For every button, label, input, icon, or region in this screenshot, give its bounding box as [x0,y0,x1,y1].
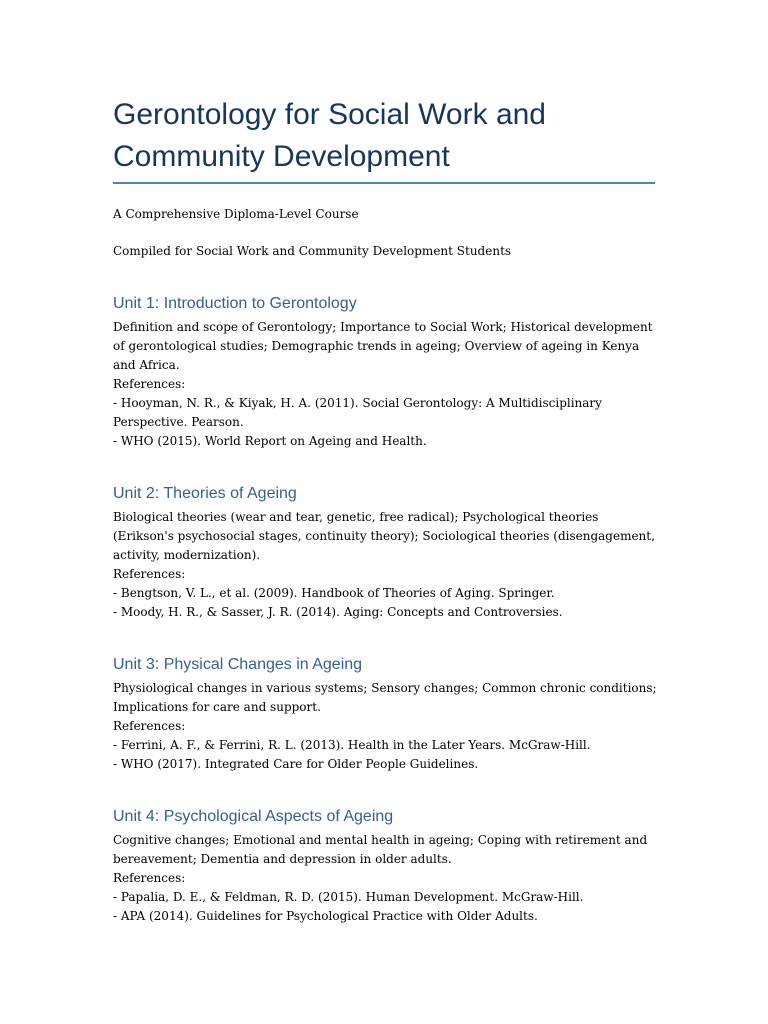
unit-3-description: Physiological changes in various systems; Sensory changes; Common chronic conditions; Implications for care and support. [113,681,657,714]
unit-4-section [113,807,658,926]
unit-2-heading: Unit 2: Theories of Ageing [113,485,297,502]
unit-1-body [113,318,658,451]
unit-2-reference-1: - Bengtson, V. L., et al. (2009). Handbook of Theories of Aging. Springer. [113,586,555,600]
unit-1-section [113,294,658,451]
unit-1-reference-2: - WHO (2015). World Report on Ageing and Health. [113,434,427,448]
unit-4-body [113,831,658,926]
unit-2-section [113,484,658,622]
unit-1-references-label: References: [113,377,186,391]
unit-2-references-label: References: [113,567,186,581]
course-subtitle: A Comprehensive Diploma-Level Course [113,207,359,221]
unit-4-references-label: References: [113,871,186,885]
document-title: Gerontology for Social Work and Community Development [113,98,546,173]
unit-2-body [113,508,658,622]
unit-2-reference-2: - Moody, H. R., & Sasser, J. R. (2014). Aging: Concepts and Controversies. [113,605,563,619]
unit-1-reference-1: - Hooyman, N. R., & Kiyak, H. A. (2011). Social Gerontology: A Multidisciplinary Perspective. Pearson. [113,396,602,429]
unit-1-description: Definition and scope of Gerontology; Importance to Social Work; Historical development of gerontological studies; Demographic trends in ageing; Overview of ageing in Kenya and Africa. [113,320,653,372]
unit-3-section [113,655,658,774]
unit-1-heading: Unit 1: Introduction to Gerontology [113,295,357,312]
title-underline [113,182,655,184]
unit-3-reference-1: - Ferrini, A. F., & Ferrini, R. L. (2013). Health in the Later Years. McGraw-Hill. [113,738,591,752]
unit-3-heading: Unit 3: Physical Changes in Ageing [113,656,363,673]
compiled-for-line: Compiled for Social Work and Community Development Students [113,244,512,258]
unit-2-description: Biological theories (wear and tear, genetic, free radical); Psychological theories (Erikson's psychosocial stages, continuity theory); Sociological theories (disengagement, activity, modernization). [113,510,655,562]
unit-4-reference-2: - APA (2014). Guidelines for Psychological Practice with Older Adults. [113,909,538,923]
unit-3-references-label: References: [113,719,186,733]
unit-4-description: Cognitive changes; Emotional and mental health in ageing; Coping with retirement and bereavement; Dementia and depression in older adults. [113,833,648,866]
unit-3-body [113,679,658,774]
unit-3-reference-2: - WHO (2017). Integrated Care for Older People Guidelines. [113,757,479,771]
unit-4-reference-1: - Papalia, D. E., & Feldman, R. D. (2015). Human Development. McGraw-Hill. [113,890,584,904]
unit-4-heading: Unit 4: Psychological Aspects of Ageing [113,808,394,825]
document-content [113,94,658,926]
